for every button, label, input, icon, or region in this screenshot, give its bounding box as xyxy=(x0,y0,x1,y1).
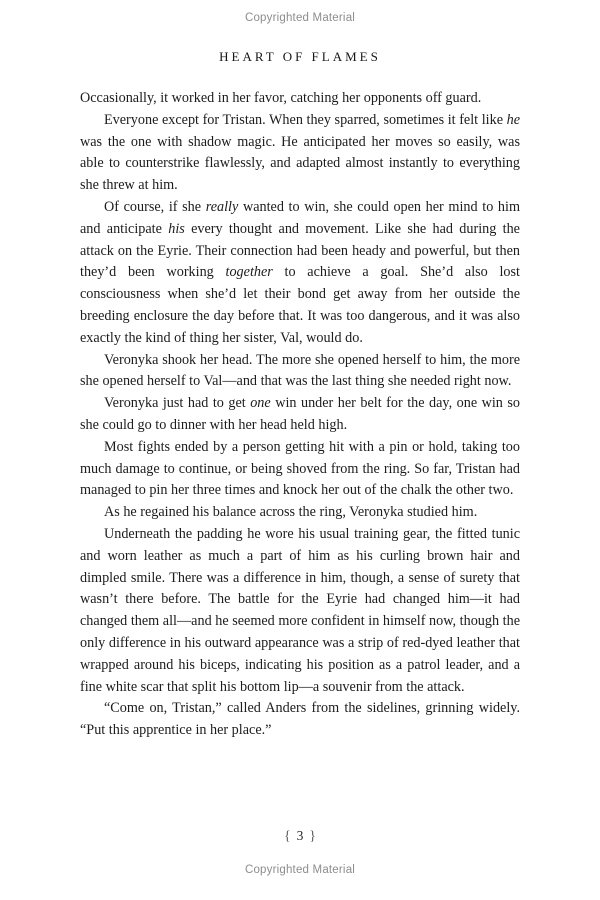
body-text xyxy=(80,88,520,742)
paragraph xyxy=(80,524,520,698)
text-segment: Underneath the padding he wore his usual training gear, the fitted tunic and worn leather as much a part of him as his curling brown hair and dimpled smile. There was a difference in him, though, a sense of surety that wasn’t there before. The battle for the Eyrie had changed him—it had changed them all—and he seemed more confident in himself now, though the only difference in his outward appearance was a strip of red-dyed leather that wrapped around his biceps, indicating his position as a patrol leader, and a fine white scar that split his bottom lip—a souvenir from the attack. xyxy=(80,525,520,695)
paragraph xyxy=(80,350,520,394)
text-segment: Veronyka just had to get xyxy=(104,395,251,412)
text-segment: Most fights ended by a person getting hit with a pin or hold, taking too much damage to continue, or being shoved from the ring. So far, Tristan had managed to pin her three times and knock her out of the chalk the other two. xyxy=(80,438,520,499)
text-segment: was the one with shadow magic. He anticipated her moves so easily, was able to counterstrike flawlessly, and adapted almost instantly to everything she threw at him. xyxy=(80,133,520,194)
paragraph xyxy=(80,197,520,350)
text-segment: Veronyka shook her head. The more she opened herself to him, the more she opened herself to Val—and that was the last thing she needed right now. xyxy=(80,351,520,390)
paragraph xyxy=(80,437,520,502)
paragraph xyxy=(80,698,520,742)
text-segment: “Come on, Tristan,” called Anders from the sidelines, grinning widely. “Put this apprentice in her place.” xyxy=(80,700,520,739)
italic-text-segment: he xyxy=(506,111,520,128)
paragraph xyxy=(80,393,520,437)
text-segment: Occasionally, it worked in her favor, catching her opponents off guard. xyxy=(80,90,482,106)
italic-text-segment: one xyxy=(250,395,271,412)
text-segment: wanted to win, she could open her mind to him and anticipate xyxy=(80,198,520,237)
text-segment: to achieve a goal. She’d also lost consciousness when she’d let their bond get away from her outside the breeding enclosure the day before that. It was too dangerous, and it was also exactly the kind of thing her sister, Val, would do. xyxy=(80,264,520,346)
copyright-notice-top: Copyrighted Material xyxy=(244,12,356,24)
text-segment: Everyone except for Tristan. When they sparred, sometimes it felt like xyxy=(104,111,507,128)
italic-text-segment: his xyxy=(168,220,185,237)
text-segment: Of course, if she xyxy=(104,198,206,215)
paragraph xyxy=(80,88,520,110)
italic-text-segment: together xyxy=(225,264,273,281)
italic-text-segment: really xyxy=(205,198,239,215)
copyright-notice-bottom: Copyrighted Material xyxy=(244,864,356,876)
running-head-title: HEART OF FLAMES xyxy=(219,49,381,64)
page-number-bracket-left: { xyxy=(284,828,291,843)
page-number-bracket-right: } xyxy=(309,828,316,843)
text-segment: every thought and movement. Like she had during the attack on the Eyrie. Their connection had been heady and powerful, but then they’d been working xyxy=(80,220,520,281)
text-segment: As he regained his balance across the ring, Veronyka studied him. xyxy=(104,504,478,521)
paragraph xyxy=(80,110,520,197)
paragraph xyxy=(80,502,520,524)
text-segment: win under her belt for the day, one win so she could go to dinner with her head held high. xyxy=(80,395,521,433)
page-number-value: 3 xyxy=(296,828,304,843)
page-number xyxy=(0,828,600,844)
